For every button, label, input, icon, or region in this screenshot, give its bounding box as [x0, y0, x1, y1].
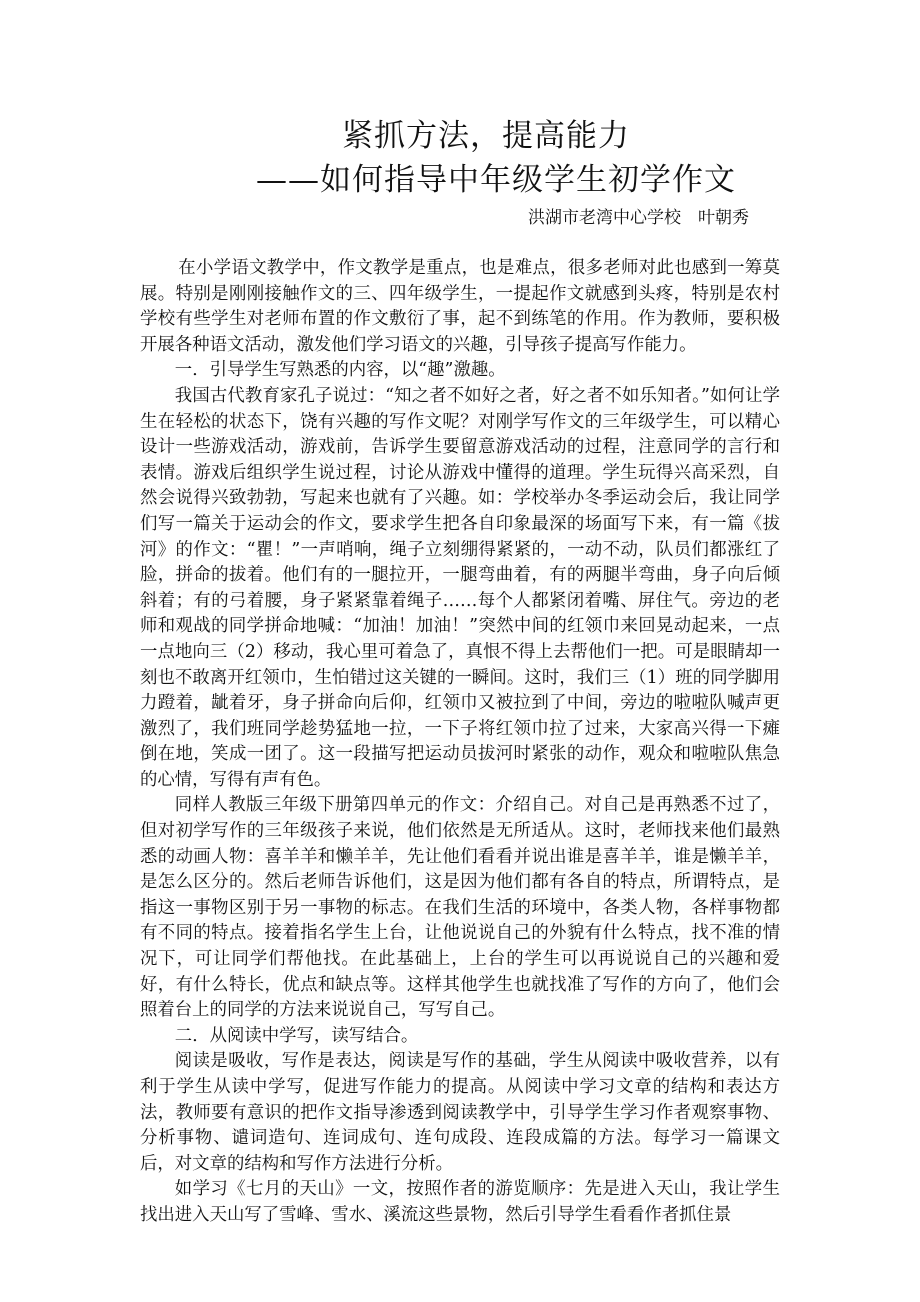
section-heading-2: 二．从阅读中学写，读写结合。	[174, 1025, 419, 1046]
document-subtitle: ——如何指导中年级学生初学作文	[256, 162, 736, 198]
document-title: 紧抓方法，提高能力	[342, 118, 630, 154]
paragraph: 阅读是吸收，写作是表达，阅读是写作的基础，学生从阅读中吸收营养，以有利于学生从读中学写，促进写作能力的提高。从阅读中学习文章的结构和表达方法，教师要有意识的把作文指导渗透到阅读教学中，引导学生学习作者观察事物、分析事物、谴词造句、连词成句、连句成段、连段成篇的方法。每学习一篇课文后，对文章的结构和写作方法进行分析。	[140, 1051, 780, 1174]
section-heading-1: 一．引导学生写熟悉的内容，以“趣”激趣。	[174, 360, 506, 381]
author-line: 洪湖市老湾中心学校 叶朝秀	[528, 208, 749, 228]
paragraph: 同样人教版三年级下册第四单元的作文：介绍自己。对自己是再熟悉不过了，但对初学写作的三年级孩子来说，他们依然是无所适从。这时，老师找来他们最熟悉的动画人物：喜羊羊和懒羊羊，先让他们看看并说出谁是喜羊羊，谁是懒羊羊，是怎么区分的。然后老师告诉他们，这是因为他们都有各自的特点，所谓特点，是指这一事物区别于另一事物的标志。在我们生活的环境中，各类人物，各样事物都有不同的特点。接着指名学生上台，让他说说自己的外貌有什么特点，找不准的情况下，可让同学们帮他找。在此基础上，上台的学生可以再说说自己的兴趣和爱好，有什么特长，优点和缺点等。这样其他学生也就找准了写作的方向了，他们会照着台上的同学的方法来说说自己，写写自己。	[140, 795, 780, 1021]
paragraph-intro: 在小学语文教学中，作文教学是重点，也是难点，很多老师对此也感到一筹莫展。特别是刚刚接触作文的三、四年级学生，一提起作文就感到头疼，特别是农村学校有些学生对老师布置的作文敷衍了事，起不到练笔的作用。作为教师，要积极开展各种语文活动，激发他们学习语文的兴趣，引导孩子提高写作能力。	[140, 258, 780, 355]
paragraph: 我国古代教育家孔子说过：“知之者不如好之者，好之者不如乐知者。”如何让学生在轻松的状态下，饶有兴趣的写作文呢？对刚学写作文的三年级学生，可以精心设计一些游戏活动，游戏前，告诉学生要留意游戏活动的过程，注意同学的言行和表情。游戏后组织学生说过程，讨论从游戏中懂得的道理。学生玩得兴高采烈，自然会说得兴致勃勃，写起来也就有了兴趣。如：学校举办冬季运动会后，我让同学们写一篇关于运动会的作文，要求学生把各自印象最深的场面写下来，有一篇《拔河》的作文：“瞿！”一声哨响，绳子立刻绷得紧紧的，一动不动，队员们都涨红了脸，拼命的拔着。他们有的一腿拉开，一腿弯曲着，有的两腿半弯曲，身子向后倾斜着；有的弓着腰，身子紧紧靠着绳子……每个人都紧闭着嘴、屏住气。旁边的老师和观战的同学拼命地喊：“加油！加油！”突然中间的红领巾来回晃动起来，一点一点地向三（2）移动，我心里可着急了，真恨不得上去帮他们一把。可是眼睛却一刻也不敢离开红领巾，生怕错过这关键的一瞬间。这时，我们三（1）班的同学脚用力蹬着，龇着牙，身子拼命向后仰，红领巾又被拉到了中间，旁边的啦啦队喊声更激烈了，我们班同学趁势猛地一拉，一下子将红领巾拉了过来，大家高兴得一下瘫倒在地，笑成一团了。这一段描写把运动员拔河时紧张的动作，观众和啦啦队焦急的心情，写得有声有色。	[140, 385, 780, 790]
document-body	[140, 256, 780, 1229]
paragraph: 如学习《七月的天山》一文，按照作者的游览顺序：先是进入天山，我让学生找出进入天山写了雪峰、雪水、溪流这些景物，然后引导学生看看作者抓住景	[140, 1179, 780, 1225]
